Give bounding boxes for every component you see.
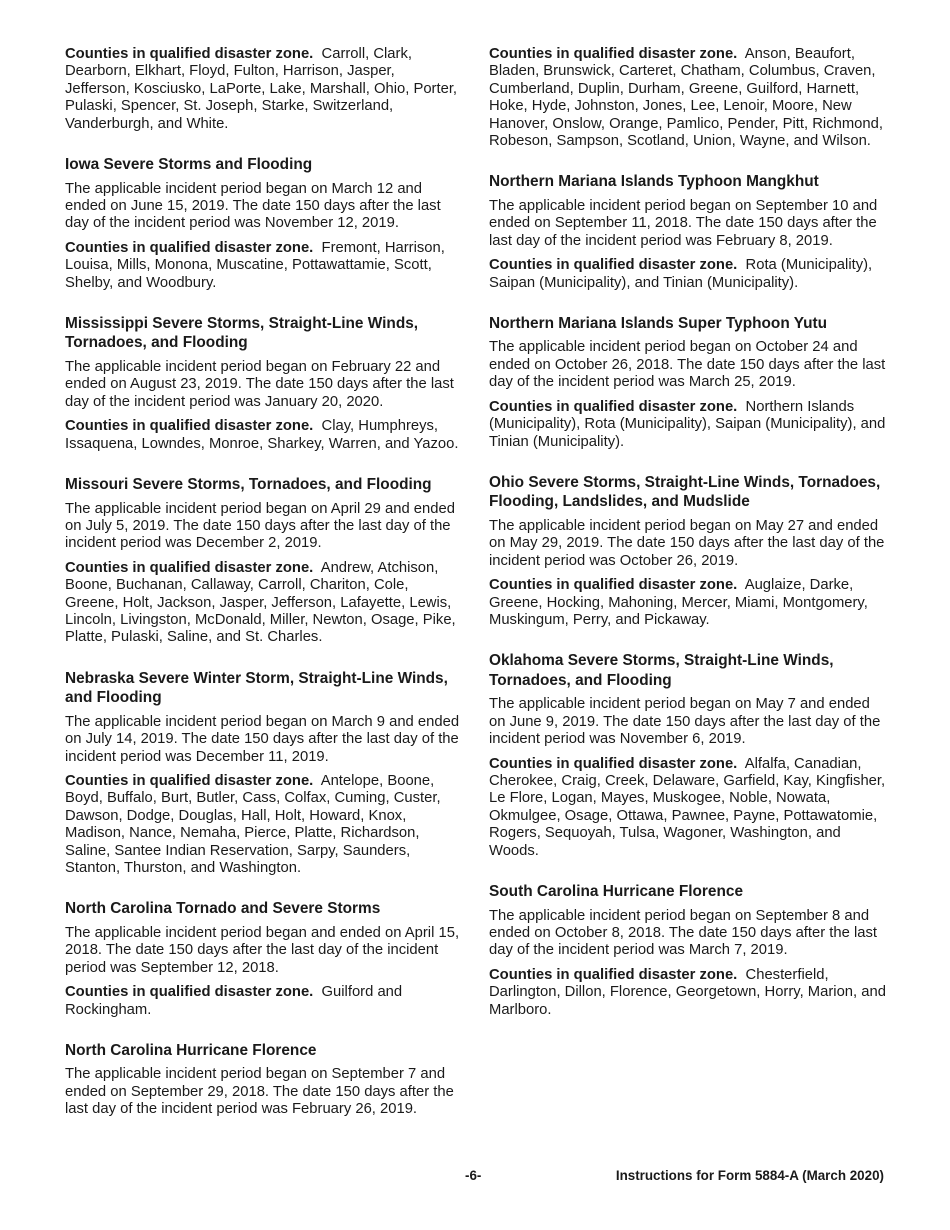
section-heading: North Carolina Tornado and Severe Storms [65, 900, 381, 918]
section-ohio [489, 473, 887, 629]
counties-list: Antelope, Boone, Boyd, Buffalo, Burt, Butler, Cass, Colfax, Cuming, Custer, Dawson, Dodge, Douglas, Hall, Holt, Howard, Knox, Madison, Nance, Nemaha, Pierce, Platte, Richardson, Saline, Santee Indian Reservation, Sarpy, Saunders, Stanton, Thurston, and Washington. [65, 772, 441, 876]
section-heading: Iowa Severe Storms and Flooding [65, 156, 313, 174]
counties-paragraph [65, 418, 463, 453]
section-heading: Ohio Severe Storms, Straight-Line Winds, Tornadoes, Flooding, Landslides, and Mudslide [489, 473, 881, 511]
section-mariana-yutu [489, 314, 887, 451]
counties-label: Counties in qualified disaster zone. [65, 559, 314, 576]
incident-period-text: The applicable incident period began on April 29 and ended on July 5, 2019. The date 150 days after the last day of the incident period was December 2, 2019. [65, 500, 455, 552]
counties-paragraph [489, 399, 887, 451]
section-nebraska [65, 669, 463, 878]
section-heading: Nebraska Severe Winter Storm, Straight-Line Winds, and Flooding [65, 669, 448, 707]
counties-paragraph [489, 577, 887, 629]
counties-paragraph [489, 756, 887, 860]
counties-list: Northern Islands (Municipality), Rota (Municipality), Saipan (Municipality), and Tinian (Municipality). [489, 398, 886, 450]
incident-period-text: The applicable incident period began on March 12 and ended on June 15, 2019. The date 150 days after the last day of the incident period was November 12, 2019. [65, 180, 441, 232]
counties-label: Counties in qualified disaster zone. [489, 577, 738, 594]
counties-list: Guilford and Rockingham. [65, 984, 403, 1018]
section-heading: Oklahoma Severe Storms, Straight-Line Winds, Tornadoes, and Flooding [489, 652, 834, 689]
incident-period-text: The applicable incident period began on September 8 and ended on October 8, 2018. The date 150 days after the last day of the incident period was March 7, 2019. [489, 907, 878, 959]
counties-label: Counties in qualified disaster zone. [65, 984, 314, 1001]
incident-period-text: The applicable incident period began on September 7 and ended on September 29, 2018. The date 150 days after the last day of the incident period was February 26, 2019. [65, 1066, 454, 1118]
incident-period-text: The applicable incident period began on September 10 and ended on September 11, 2018. The date 150 days after the last day of the incident period was February 8, 2019. [489, 197, 878, 249]
counties-paragraph [65, 773, 463, 877]
counties-list: Chesterfield, Darlington, Dillon, Florence, Georgetown, Horry, Marion, and Marlboro. [489, 966, 886, 1018]
counties-label: Counties in qualified disaster zone. [489, 46, 738, 62]
section-heading: South Carolina Hurricane Florence [489, 883, 743, 900]
counties-label: Counties in qualified disaster zone. [65, 46, 314, 62]
section-heading: North Carolina Hurricane Florence [65, 1041, 317, 1059]
counties-label: Counties in qualified disaster zone. [65, 418, 314, 435]
left-column [65, 46, 463, 1141]
counties-label: Counties in qualified disaster zone. [489, 966, 738, 983]
counties-paragraph [489, 257, 887, 292]
counties-list: Fremont, Harrison, Louisa, Mills, Monona, Muscatine, Pottawattamie, Scott, Shelby, and Woodbury. [65, 239, 445, 291]
page-footer [0, 1168, 950, 1188]
counties-label: Counties in qualified disaster zone. [65, 772, 314, 789]
section-heading: Northern Mariana Islands Typhoon Mangkhut [489, 173, 819, 191]
counties-paragraph [489, 46, 887, 150]
incident-period-text: The applicable incident period began on May 7 and ended on June 9, 2019. The date 150 days after the last day of the incident period was November 6, 2019. [489, 696, 881, 748]
counties-list: Carroll, Clark, Dearborn, Elkhart, Floyd, Fulton, Harrison, Jasper, Jefferson, Kosciusko, LaPorte, Lake, Marshall, Ohio, Porter, Pulaski, Spencer, St. Joseph, Starke, Switzerland, Vanderburgh, and White. [65, 46, 458, 132]
section-north-carolina-tornado [65, 899, 463, 1019]
section-missouri [65, 475, 463, 647]
form-title: Instructions for Form 5884-A (March 2020) [615, 1168, 884, 1183]
left-intro-block [65, 46, 463, 133]
section-heading: Northern Mariana Islands Super Typhoon Yutu [489, 314, 828, 332]
counties-label: Counties in qualified disaster zone. [65, 239, 314, 256]
incident-period-text: The applicable incident period began on February 22 and ended on August 23, 2019. The date 150 days after the last day of the incident period was January 20, 2020. [65, 358, 454, 410]
section-mariana-mangkhut [489, 172, 887, 292]
counties-list: Rota (Municipality), Saipan (Municipality), and Tinian (Municipality). [489, 257, 873, 291]
counties-list: Anson, Beaufort, Bladen, Brunswick, Carteret, Chatham, Columbus, Craven, Cumberland, Duplin, Durham, Greene, Guilford, Harnett, Hoke, Hyde, Johnston, Jones, Lee, Lenoir, Moore, New Hanover, Onslow, Orange, Pamlico, Pender, Pitt, Richmond, Robeson, Sampson, Scotland, Union, Wayne, and Wilson. [489, 46, 883, 150]
incident-period-text: The applicable incident period began on May 27 and ended on May 29, 2019. The date 150 days after the last day of the incident period was October 26, 2019. [489, 517, 885, 569]
incident-period-text: The applicable incident period began and ended on April 15, 2018. The date 150 days after the last day of the incident period was September 12, 2018. [65, 924, 460, 976]
counties-paragraph [65, 46, 463, 133]
counties-label: Counties in qualified disaster zone. [489, 755, 738, 772]
counties-paragraph [65, 240, 463, 292]
counties-list: Auglaize, Darke, Greene, Hocking, Mahoning, Mercer, Miami, Montgomery, Muskingum, Perry, and Pickaway. [489, 577, 868, 628]
section-south-carolina [489, 882, 887, 1019]
counties-paragraph [65, 560, 463, 647]
counties-list: Clay, Humphreys, Issaquena, Lowndes, Monroe, Sharkey, Warren, and Yazoo. [65, 418, 459, 452]
section-north-carolina-florence [65, 1041, 463, 1119]
right-column [489, 46, 887, 1041]
counties-list: Andrew, Atchison, Boone, Buchanan, Callaway, Carroll, Chariton, Cole, Greene, Holt, Jackson, Jasper, Jefferson, Lafayette, Lewis, Lincoln, Livingston, McDonald, Miller, Newton, Osage, Pike, Platte, Pulaski, Saline, and St. Charles. [65, 559, 456, 646]
counties-label: Counties in qualified disaster zone. [489, 398, 738, 415]
incident-period-text: The applicable incident period began on March 9 and ended on July 14, 2019. The date 150 days after the last day of the incident period was December 11, 2019. [65, 713, 460, 765]
section-heading: Mississippi Severe Storms, Straight-Line Winds, Tornadoes, and Flooding [65, 314, 419, 352]
incident-period-text: The applicable incident period began on October 24 and ended on October 26, 2018. The date 150 days after the last day of the incident period was March 25, 2019. [489, 339, 886, 391]
section-mississippi [65, 314, 463, 453]
counties-label: Counties in qualified disaster zone. [489, 257, 738, 274]
section-heading: Missouri Severe Storms, Tornadoes, and Flooding [65, 476, 432, 493]
counties-list: Alfalfa, Canadian, Cherokee, Craig, Creek, Delaware, Garfield, Kay, Kingfisher, Le Flore, Logan, Mayes, Muskogee, Noble, Nowata, Okmulgee, Osage, Ottawa, Pawnee, Payne, Pottawatomie, Rogers, Sequoyah, Tulsa, Wagoner, Washington, and Woods. [489, 755, 886, 859]
counties-paragraph [65, 984, 463, 1019]
section-oklahoma [489, 651, 887, 860]
section-iowa [65, 155, 463, 292]
page-number: -6- [465, 1168, 482, 1183]
counties-paragraph [489, 967, 887, 1019]
right-intro-block [489, 46, 887, 150]
